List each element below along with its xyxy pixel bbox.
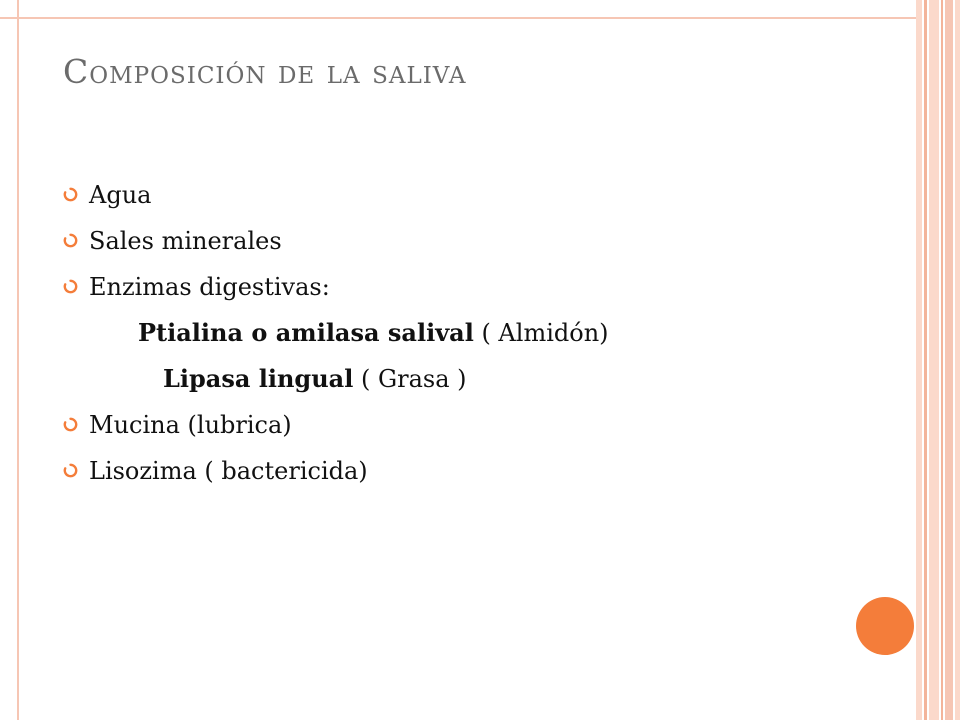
item-text: Enzimas digestivas: xyxy=(89,273,330,301)
orange-circle-decoration xyxy=(856,597,914,655)
open-circle-bullet-icon xyxy=(63,187,78,202)
left-rule xyxy=(17,0,19,720)
enzyme-name: Ptialina o amilasa salival xyxy=(138,318,474,347)
bullet-list xyxy=(63,176,883,498)
item-text: Agua xyxy=(89,181,152,209)
list-item xyxy=(63,452,883,498)
item-text xyxy=(138,314,609,352)
stripe xyxy=(929,0,939,720)
item-text xyxy=(163,360,467,398)
list-sub-item xyxy=(63,360,883,406)
item-text: Mucina (lubrica) xyxy=(89,411,292,439)
right-stripes xyxy=(916,0,960,720)
open-circle-bullet-icon xyxy=(63,417,78,432)
item-text: Lisozima ( bactericida) xyxy=(89,457,368,485)
stripe xyxy=(955,0,960,720)
open-circle-bullet-icon xyxy=(63,279,78,294)
slide-title: Composición de la saliva xyxy=(63,52,467,91)
stripe xyxy=(941,0,943,720)
top-rule xyxy=(0,17,917,19)
list-item xyxy=(63,406,883,452)
list-sub-item xyxy=(63,314,883,360)
item-text: Sales minerales xyxy=(89,227,282,255)
list-item xyxy=(63,176,883,222)
stripe xyxy=(924,0,927,720)
enzyme-substrate: ( Almidón) xyxy=(473,319,609,347)
enzyme-substrate: ( Grasa ) xyxy=(353,365,467,393)
list-item xyxy=(63,222,883,268)
open-circle-bullet-icon xyxy=(63,233,78,248)
open-circle-bullet-icon xyxy=(63,463,78,478)
stripe xyxy=(945,0,953,720)
enzyme-name: Lipasa lingual xyxy=(163,364,354,393)
list-item xyxy=(63,268,883,314)
stripe xyxy=(916,0,922,720)
